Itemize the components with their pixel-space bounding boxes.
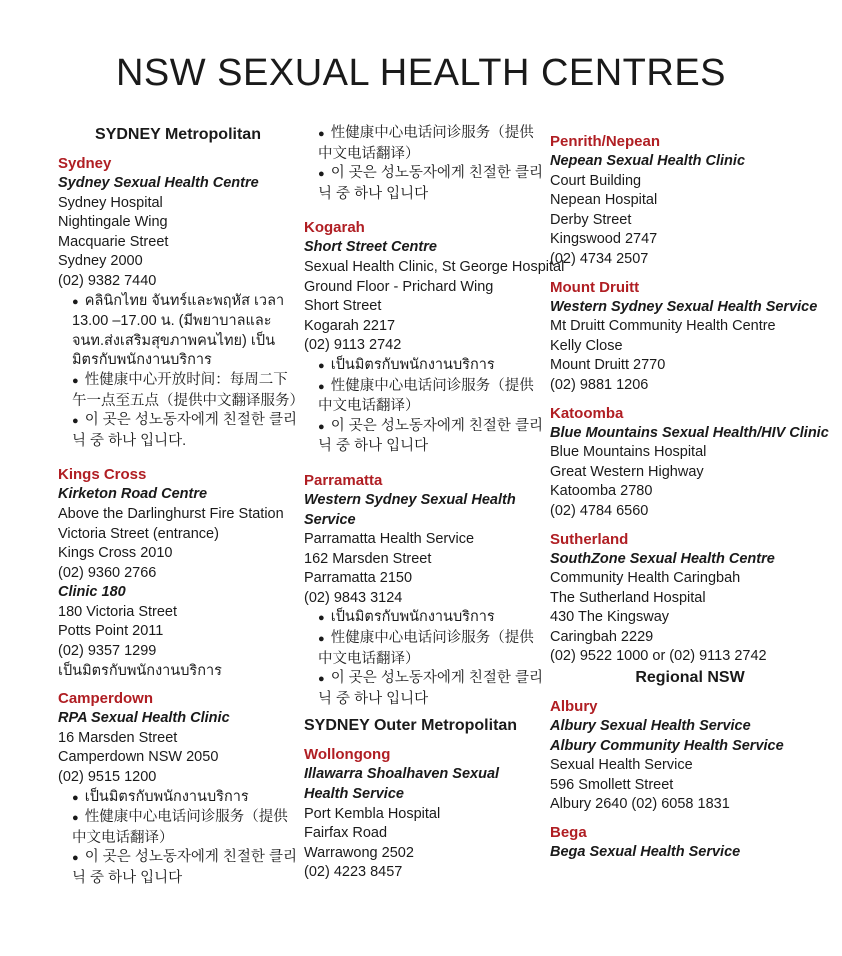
address-line: เป็นมิตรกับพนักงานบริการ (58, 662, 222, 679)
bullet-list (304, 356, 544, 457)
address-line: Ground Floor - Prichard Wing (304, 278, 494, 295)
address-line: (02) 9113 2742 (304, 337, 402, 354)
area-name: Parramatta (304, 471, 383, 489)
address-line: Kingswood 2747 (550, 231, 658, 248)
address-line: Above the Darlinghurst Fire Station (58, 505, 284, 522)
area-name: Camperdown (58, 690, 154, 708)
area-name: Katoomba (550, 404, 624, 422)
bullet-item: ● 이 곳은 성노동자에게 친절한 클리닉 중 하나 입니다 (318, 669, 544, 709)
address-line: (02) 9522 1000 or (02) 9113 2742 (550, 648, 767, 665)
address-line: 596 Smollett Street (550, 776, 674, 793)
address-line: 180 Victoria Street (58, 603, 178, 620)
clinic-name: Albury Sexual Health Service (550, 718, 751, 735)
section-heading: SYDNEY Outer Metropolitan (304, 717, 518, 735)
column-1 (58, 124, 304, 895)
area-name: Kogarah (304, 219, 365, 237)
address-line: Mount Druitt 2770 (550, 357, 666, 374)
spacer (58, 889, 298, 895)
clinic-name: Western Sydney Sexual Health Service (550, 298, 818, 315)
clinic-name: Clinic 180 (58, 584, 126, 601)
bullet-item: ● เป็นมิตรกับพนักงานบริการ (318, 608, 544, 629)
address-line: Caringbah 2229 (550, 628, 654, 645)
bullet-list (304, 124, 544, 204)
address-line: Sydney 2000 (58, 253, 143, 270)
area-name: Kings Cross (58, 466, 147, 484)
bullet-item: ● 이 곳은 성노동자에게 친절한 클리닉 중 하나 입니다 (72, 848, 298, 888)
clinic-name: Kirketon Road Centre (58, 486, 208, 503)
bullet-item: ● 性健康中心电话问诊服务（提供中文电话翻译） (318, 377, 544, 417)
bullet-item: ● เป็นมิตรกับพนักงานบริการ (72, 788, 298, 809)
address-line: The Sutherland Hospital (550, 589, 706, 606)
address-line: Fairfax Road (304, 825, 388, 842)
address-line: Albury 2640 (02) 6058 1831 (550, 796, 730, 813)
bullet-list (304, 608, 544, 709)
area-name: Penrith/Nepean (550, 133, 661, 150)
bullet-list (58, 292, 304, 452)
clinic-name: SouthZone Sexual Health Centre (550, 550, 775, 567)
address-line: Katoomba 2780 (550, 483, 653, 500)
column-3 (550, 124, 830, 863)
clinic-name: RPA Sexual Health Clinic (58, 710, 230, 727)
address-line: Port Kembla Hospital (304, 805, 441, 822)
address-line: (02) 4223 8457 (304, 864, 403, 881)
clinic-name: Illawarra Shoalhaven Sexual Health Service (304, 766, 500, 803)
bullet-item: ● 이 곳은 성노동자에게 친절한 클리닉 중 하나 입니다 (318, 164, 544, 204)
address-line: (02) 4734 2507 (550, 250, 649, 267)
clinic-name: Western Sydney Sexual Health Service (304, 491, 516, 528)
address-line: 430 The Kingsway (550, 609, 670, 626)
address-line: Camperdown NSW 2050 (58, 749, 219, 766)
address-line: (02) 9881 1206 (550, 376, 649, 393)
address-line: Court Building (550, 172, 642, 189)
bullet-item: ● 性健康中心电话问诊服务（提供中文电话翻译） (72, 808, 298, 848)
address-line: (02) 9515 1200 (58, 769, 157, 786)
clinic-name: Nepean Sexual Health Clinic (550, 153, 746, 169)
clinic-name: Bega Sexual Health Service (550, 844, 741, 861)
area-name: Mount Druitt (550, 278, 640, 296)
address-line: Nightingale Wing (58, 214, 168, 231)
bullet-list (58, 788, 298, 889)
address-line: 16 Marsden Street (58, 729, 178, 746)
section-heading: SYDNEY Metropolitan (95, 126, 261, 143)
address-line: (02) 9360 2766 (58, 564, 157, 581)
column-2 (304, 124, 565, 883)
bullet-item: ● 性健康中心电话问诊服务（提供中文电话翻译） (318, 629, 544, 669)
address-line: 162 Marsden Street (304, 550, 432, 567)
address-line: Kogarah 2217 (304, 317, 396, 334)
spacer (58, 451, 298, 457)
address-line: (02) 4784 6560 (550, 502, 649, 519)
address-line: (02) 9843 3124 (304, 589, 403, 606)
page-title: NSW SEXUAL HEALTH CENTRES (115, 52, 727, 94)
area-name: Wollongong (304, 746, 391, 764)
bullet-item: ● 이 곳은 성노동자에게 친절한 클리닉 중 하나 입니다. (72, 411, 298, 451)
section-heading: Regional NSW (635, 669, 745, 687)
spacer (304, 457, 544, 463)
address-line: Derby Street (550, 211, 632, 228)
address-line: Kelly Close (550, 337, 623, 354)
bullet-item: ● 性健康中心电话问诊服务（提供中文电话翻译） (318, 124, 544, 164)
clinic-name: Blue Mountains Sexual Health/HIV Clinic (550, 424, 829, 441)
address-line: Potts Point 2011 (58, 623, 164, 640)
address-line: Great Western Highway (550, 463, 704, 480)
bullet-item: ● 이 곳은 성노동자에게 친절한 클리닉 중 하나 입니다 (318, 417, 544, 457)
address-line: (02) 9357 1299 (58, 643, 157, 660)
area-name: Sydney (58, 155, 112, 172)
address-line: (02) 9382 7440 (58, 272, 157, 289)
address-line: Macquarie Street (58, 233, 169, 250)
address-line: Community Health Caringbah (550, 570, 741, 587)
spacer (304, 204, 544, 210)
address-line: Kings Cross 2010 (58, 545, 173, 562)
area-name: Bega (550, 824, 587, 842)
address-line: Blue Mountains Hospital (550, 444, 707, 461)
area-name: Albury (550, 698, 598, 716)
address-line: Sexual Health Clinic, St George Hospital (304, 258, 565, 275)
address-line: Parramatta 2150 (304, 570, 413, 587)
address-line: Sexual Health Service (550, 757, 693, 774)
bullet-item: ● คลินิกไทย จันทร์และพฤหัส เวลา 13.00 –17.00 น. (มีพยาบาลและจนท.ส่งเสริมสุขภาพคนไทย) เป็นมิตรกับพนักงานบริการ (72, 292, 298, 371)
address-line: Mt Druitt Community Health Centre (550, 318, 776, 335)
address-line: Victoria Street (entrance) (58, 525, 219, 542)
bullet-item: ● เป็นมิตรกับพนักงานบริการ (318, 356, 544, 377)
address-line: Nepean Hospital (550, 192, 658, 209)
address-line: Warrawong 2502 (304, 844, 414, 861)
clinic-name: Short Street Centre (304, 239, 437, 256)
area-name: Sutherland (550, 530, 629, 548)
address-line: Short Street (304, 298, 382, 315)
bullet-item: ● 性健康中心开放时间：每周二下午一点至五点（提供中文翻译服务） (72, 371, 298, 411)
clinic-name: Albury Community Health Service (550, 737, 784, 754)
address-line: Parramatta Health Service (304, 531, 475, 548)
clinic-name: Sydney Sexual Health Centre (58, 175, 259, 191)
address-line: Sydney Hospital (58, 194, 163, 211)
